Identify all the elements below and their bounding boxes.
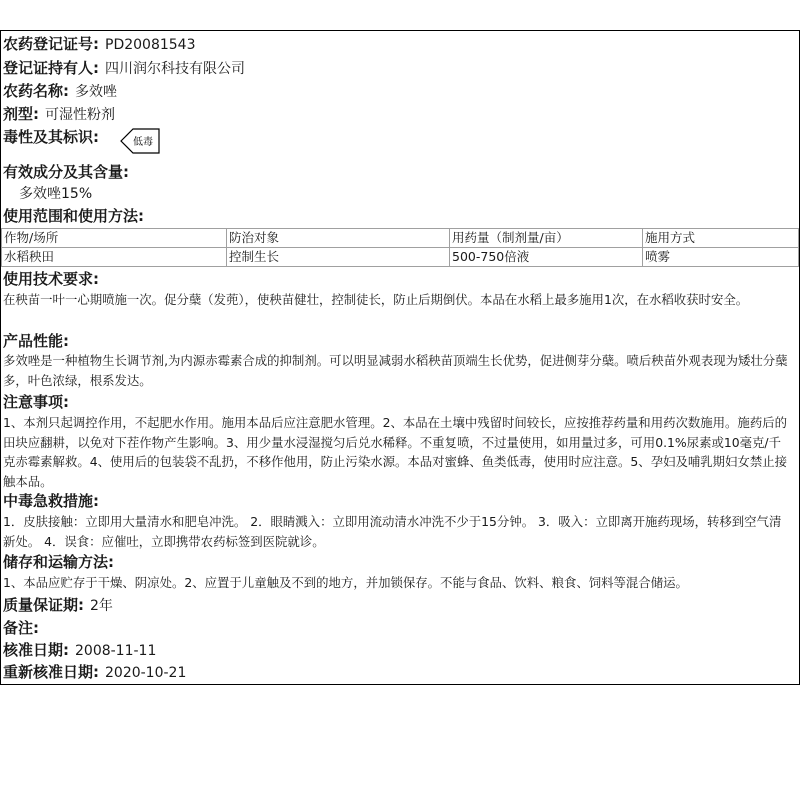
shelf-life-value: 2年 [90, 598, 113, 614]
usage-heading-row [3, 206, 797, 226]
remarks-label: 备注: [3, 619, 39, 637]
storage-heading-row [3, 552, 797, 572]
usage-cell-crop: 水稻秧田 [2, 248, 227, 267]
formulation-label: 剂型: [3, 105, 39, 123]
tech-text: 在秧苗一叶一心期喷施一次。促分蘖（发蔸），使秧苗健壮，控制徒长，防止后期倒伏。本品在水稻上最多施用1次，在水稻收获时安全。 [3, 292, 749, 307]
table-row [2, 248, 799, 267]
toxicity-label: 毒性及其标识: [3, 128, 99, 146]
holder-row [3, 58, 797, 79]
usage-cell-method: 喷雾 [643, 248, 799, 267]
pesticide-name-value: 多效唑 [75, 84, 117, 100]
usage-table [1, 228, 799, 267]
formulation-row [3, 104, 797, 125]
approval-date-row [3, 640, 797, 661]
storage-text: 1、本品应贮存于干燥、阴凉处。2、应置于儿童触及不到的地方，并加锁保存。不能与食品、饮料、粮食、饲料等混合储运。 [3, 575, 688, 590]
performance-label: 产品性能: [3, 332, 69, 350]
holder-value: 四川润尔科技有限公司 [105, 61, 245, 77]
reapproval-date-value: 2020-10-21 [105, 665, 187, 681]
pesticide-name-row [3, 81, 797, 102]
notes-heading-row [3, 392, 797, 412]
first-aid-text: 1．皮肤接触：立即用大量清水和肥皂冲洗。 2．眼睛溅入：立即用流动清水冲洗不少于15分钟。 3．吸入：立即离开施药现场，转移到空气清新处。 4．误食：应催吐，立即携带农药标签到医院就诊。 [3, 514, 782, 549]
reapproval-date-label: 重新核准日期: [3, 663, 99, 681]
remarks-row [3, 618, 797, 638]
storage-label: 储存和运输方法: [3, 553, 114, 571]
pesticide-label-document [0, 30, 800, 685]
holder-label: 登记证持有人: [3, 59, 99, 77]
usage-header-method: 施用方式 [643, 229, 799, 248]
ingredient-value: 多效唑15% [19, 186, 93, 202]
usage-label: 使用范围和使用方法: [3, 207, 144, 225]
registration-number-value: PD20081543 [105, 37, 196, 53]
usage-header-crop: 作物/场所 [2, 229, 227, 248]
performance-text: 多效唑是一种植物生长调节剂,为内源赤霉素合成的抑制剂。可以明显减弱水稻秧苗顶端生长优势，促进侧芽分蘖。喷后秧苗外观表现为矮壮分蘖多，叶色浓绿，根系发达。 [3, 353, 788, 388]
low-toxicity-icon [119, 127, 161, 155]
approval-date-value: 2008-11-11 [75, 643, 157, 659]
shelf-life-row [3, 595, 797, 616]
shelf-life-label: 质量保证期: [3, 596, 84, 614]
notes-label: 注意事项: [3, 393, 69, 411]
ingredient-label: 有效成分及其含量: [3, 163, 129, 181]
ingredient-value-row [19, 183, 797, 204]
registration-number-label: 农药登记证号: [3, 35, 99, 53]
usage-cell-target: 控制生长 [227, 248, 450, 267]
usage-header-dosage: 用药量（制剂量/亩） [450, 229, 643, 248]
low-toxicity-badge-text: 低毒 [133, 137, 153, 148]
first-aid-heading-row [3, 491, 797, 511]
tech-heading-row [3, 269, 797, 289]
approval-date-label: 核准日期: [3, 641, 69, 659]
performance-heading-row [3, 331, 797, 351]
notes-text: 1、本剂只起调控作用，不起肥水作用。施用本品后应注意肥水管理。2、本品在土壤中残留时间较长，应按推荐药量和用药次数施用。施药后的田块应翻耕，以免对下茬作物产生影响。3、用少量水浸湿搅匀后兑水稀释。不重复喷，不过量使用，如用量过多，可用0.1%尿素或10毫克/千克赤霉素解救。4、使用后的包装袋不乱扔，不移作他用，防止污染水源。本品对蜜蜂、鱼类低毒，使用时应注意。5、孕妇及哺乳期妇女禁止接触本品。 [3, 415, 787, 489]
usage-header-target: 防治对象 [227, 229, 450, 248]
first-aid-label: 中毒急救措施: [3, 492, 99, 510]
formulation-value: 可湿性粉剂 [45, 107, 115, 123]
usage-table-header-row [2, 229, 799, 248]
registration-number-row [3, 34, 797, 55]
tech-label: 使用技术要求: [3, 270, 99, 288]
usage-cell-dosage: 500-750倍液 [450, 248, 643, 267]
reapproval-date-row [3, 662, 797, 683]
pesticide-name-label: 农药名称: [3, 82, 69, 100]
ingredient-row [3, 162, 797, 182]
